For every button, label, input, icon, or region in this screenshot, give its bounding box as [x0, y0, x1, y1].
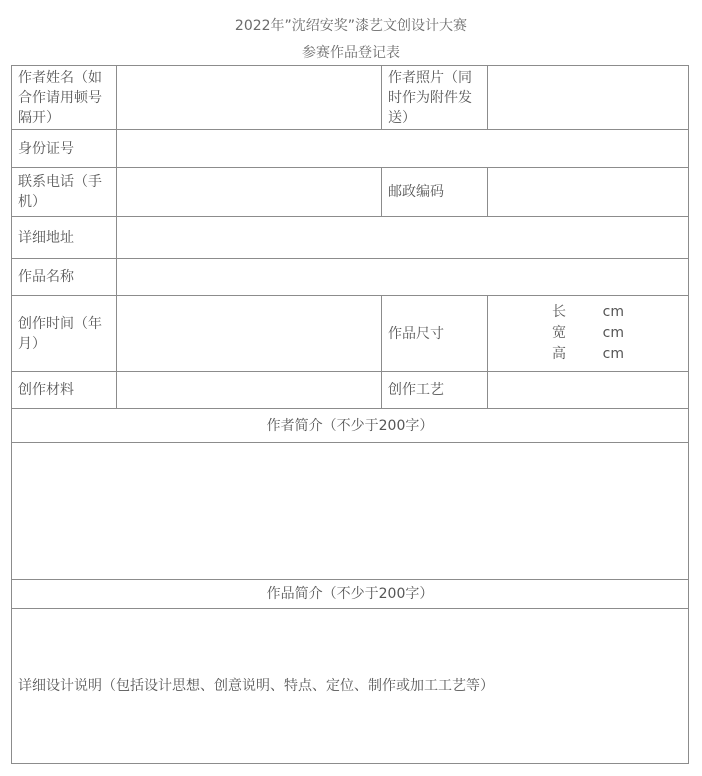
- work-size-label: 作品尺寸: [382, 296, 488, 372]
- size-length-label: 长: [552, 304, 566, 320]
- address-field[interactable]: [117, 217, 689, 259]
- author-name-label: 作者姓名（如合作请用顿号隔开）: [12, 66, 117, 130]
- author-intro-field[interactable]: [12, 443, 689, 580]
- phone-label: 联系电话（手机）: [12, 168, 117, 217]
- registration-form-table: [11, 65, 689, 764]
- size-width-unit: cm: [602, 325, 624, 341]
- size-width-row: [552, 323, 624, 344]
- form-subtitle: 参赛作品登记表: [302, 45, 400, 61]
- size-length-row: [552, 302, 624, 323]
- work-size-field[interactable]: [488, 296, 689, 372]
- work-intro-hint: 详细设计说明（包括设计思想、创意说明、特点、定位、制作或加工工艺等）: [18, 678, 494, 694]
- size-height-row: [552, 344, 624, 365]
- craft-label: 创作工艺: [382, 372, 488, 409]
- work-name-label: 作品名称: [12, 259, 117, 296]
- phone-field[interactable]: [117, 168, 382, 217]
- author-photo-label: 作者照片（同时作为附件发送）: [382, 66, 488, 130]
- material-field[interactable]: [117, 372, 382, 409]
- author-intro-header: 作者简介（不少于200字）: [12, 409, 689, 443]
- work-intro-field[interactable]: [12, 609, 689, 764]
- size-length-unit: cm: [602, 304, 624, 320]
- postcode-label: 邮政编码: [382, 168, 488, 217]
- author-name-field[interactable]: [117, 66, 382, 130]
- craft-field[interactable]: [488, 372, 689, 409]
- size-height-unit: cm: [602, 346, 624, 362]
- creation-time-label: 创作时间（年月）: [12, 296, 117, 372]
- material-label: 创作材料: [12, 372, 117, 409]
- address-label: 详细地址: [12, 217, 117, 259]
- id-number-field[interactable]: [117, 130, 689, 168]
- form-title: 2022年”沈绍安奖”漆艺文创设计大赛: [234, 18, 468, 34]
- id-number-label: 身份证号: [12, 130, 117, 168]
- size-width-label: 宽: [552, 325, 566, 341]
- postcode-field[interactable]: [488, 168, 689, 217]
- creation-time-field[interactable]: [117, 296, 382, 372]
- work-name-field[interactable]: [117, 259, 689, 296]
- work-intro-header: 作品简介（不少于200字）: [12, 580, 689, 609]
- author-photo-field[interactable]: [488, 66, 689, 130]
- size-height-label: 高: [552, 346, 566, 362]
